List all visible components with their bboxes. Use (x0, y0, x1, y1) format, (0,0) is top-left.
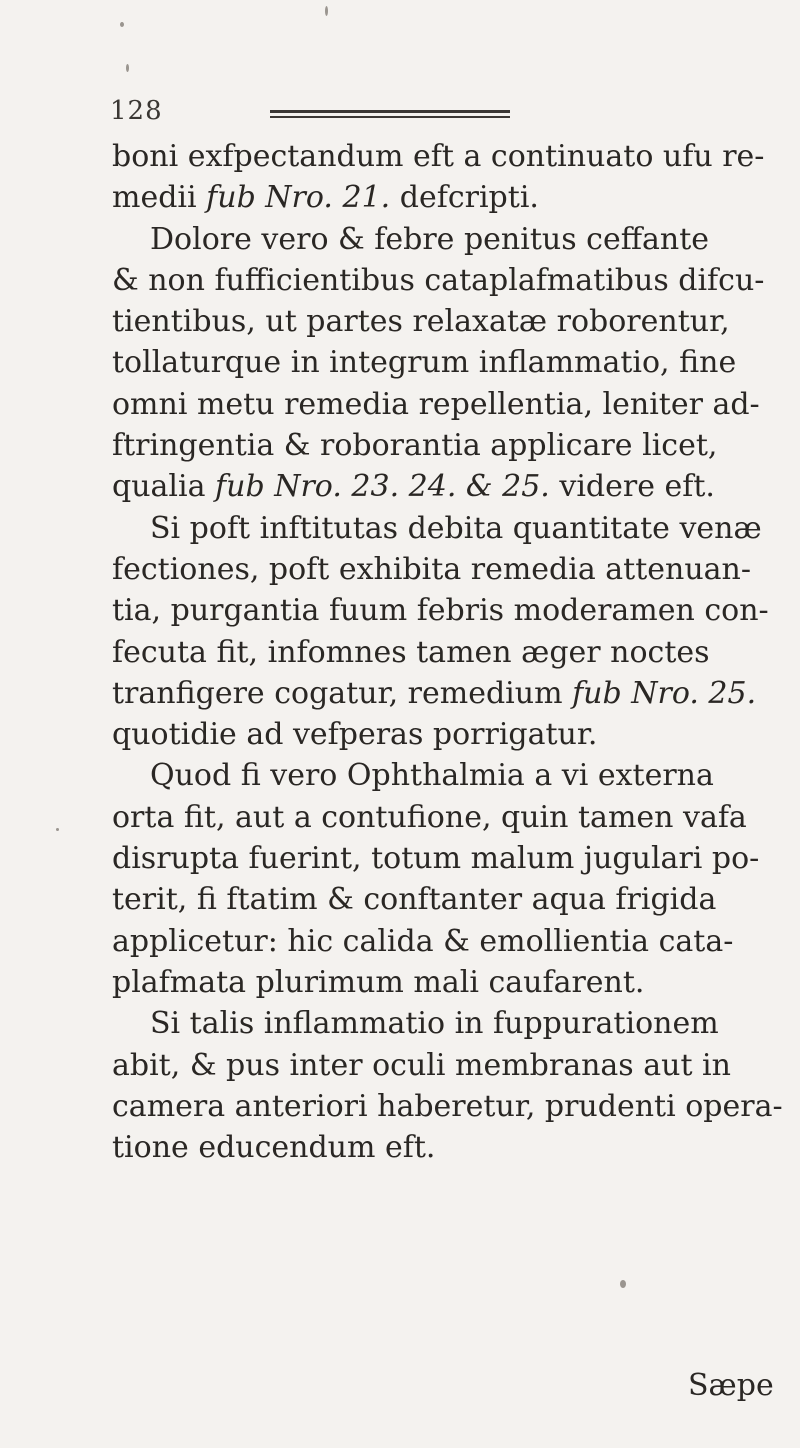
paragraph-start: Si poft inftitutas debita quantitate venæ (150, 510, 762, 546)
text-line: ftringentia & roborantia applicare licet, (112, 428, 718, 464)
text-line: boni exfpectandum eft a continuato ufu re- (112, 139, 765, 174)
text-line: qualia fub Nro. 23. 24. & 25. videre eft. (112, 469, 715, 505)
text-line: tollaturque in integrum inflammatio, fine (112, 345, 737, 381)
header-rule (270, 110, 510, 120)
header-rule-bottom (270, 116, 510, 118)
paragraph-start: Quod fi vero Ophthalmia a vi externa (150, 758, 714, 794)
text-line: plafmata plurimum mali caufarent. (112, 964, 645, 1000)
text-line: tientibus, ut partes relaxatæ roborentur, (112, 304, 730, 340)
text-line: medii fub Nro. 21. defcripti. (112, 180, 539, 216)
text-line: tia, purgantia fuum febris moderamen con- (112, 593, 769, 629)
paper-speck (56, 828, 59, 831)
text-line: fectiones, poft exhibita remedia attenuan- (112, 551, 751, 587)
header-rule-top (270, 110, 510, 113)
catchword: Sæpe (688, 1368, 774, 1403)
text-line: quotidie ad vefperas porrigatur. (112, 717, 598, 753)
text-line: camera anteriori haberetur, prudenti opera- (112, 1088, 783, 1124)
paragraph-start: Si talis inflammatio in fuppurationem (150, 1006, 719, 1042)
paragraph-start: Dolore vero & febre penitus ceffante (150, 221, 710, 257)
text-line: tione educendum eft. (112, 1130, 436, 1166)
text-line: & non fufficientibus cataplafmatibus difcu- (112, 262, 765, 298)
text-line: fecuta fit, infomnes tamen æger noctes (112, 634, 710, 670)
text-line: applicetur: hic calida & emollientia cata- (112, 923, 734, 959)
text-line: omni metu remedia repellentia, leniter ad- (112, 386, 760, 422)
text-line: terit, fi ftatim & conftanter aqua frigida (112, 882, 717, 918)
body-text (112, 136, 792, 1168)
text-line: disrupta fuerint, totum malum jugulari po- (112, 841, 760, 877)
text-line: orta fit, aut a contufione, quin tamen vafa (112, 799, 747, 835)
paper-speck (120, 22, 124, 27)
paper-speck (325, 6, 328, 16)
paper-speck (620, 1280, 626, 1288)
text-line: abit, & pus inter oculi membranas aut in (112, 1047, 731, 1083)
paper-speck (126, 64, 129, 72)
page-number: 128 (110, 96, 163, 126)
text-line: tranfigere cogatur, remedium fub Nro. 25. (112, 675, 757, 711)
